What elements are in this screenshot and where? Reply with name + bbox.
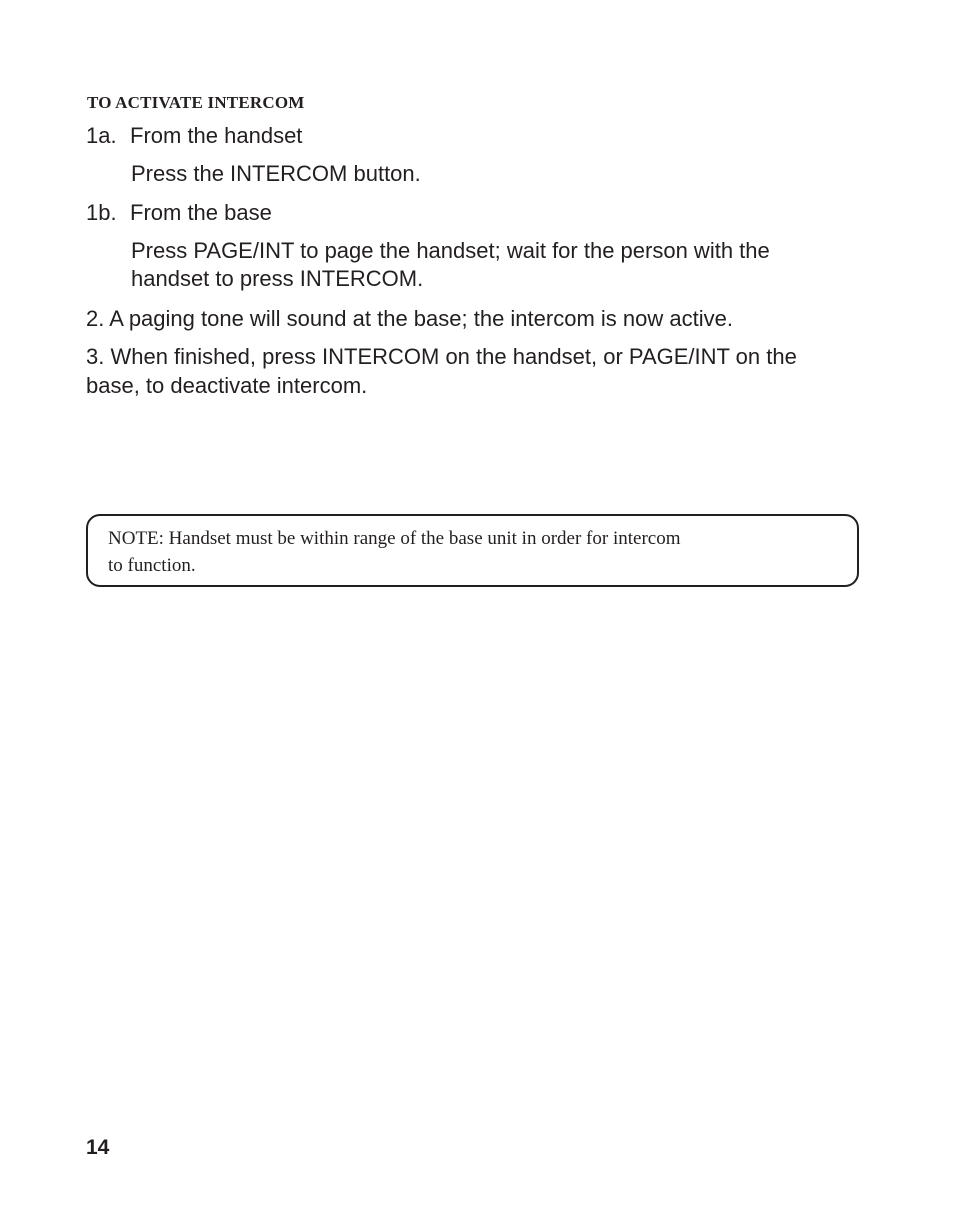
step-1a-number: 1a.	[86, 123, 117, 148]
step-1a-title-text: From the handset	[130, 123, 303, 148]
step-2: 2. A paging tone will sound at the base; the intercom is now active.	[86, 306, 733, 331]
step-1b-detail-line1: Press PAGE/INT to page the handset; wait for the person with the	[131, 238, 770, 263]
step-1b-number: 1b.	[86, 200, 117, 225]
note-line-2: to function.	[108, 555, 196, 576]
step-1b-detail-line2: handset to press INTERCOM.	[131, 266, 424, 291]
step-1a-detail: Press the INTERCOM button.	[131, 161, 421, 186]
note-box	[86, 514, 859, 587]
section-heading: TO ACTIVATE INTERCOM	[87, 93, 305, 112]
step-1b-title	[86, 198, 272, 227]
step-1a-title	[86, 121, 302, 150]
step-3-line2: base, to deactivate intercom.	[86, 373, 368, 398]
step-3-line1: 3. When finished, press INTERCOM on the handset, or PAGE/INT on the	[86, 344, 797, 369]
note-line-1: NOTE: Handset must be within range of the base unit in order for intercom	[108, 528, 681, 549]
note-text	[108, 525, 843, 579]
page-number: 14	[86, 1136, 110, 1159]
step-1b-title-text: From the base	[130, 200, 272, 225]
